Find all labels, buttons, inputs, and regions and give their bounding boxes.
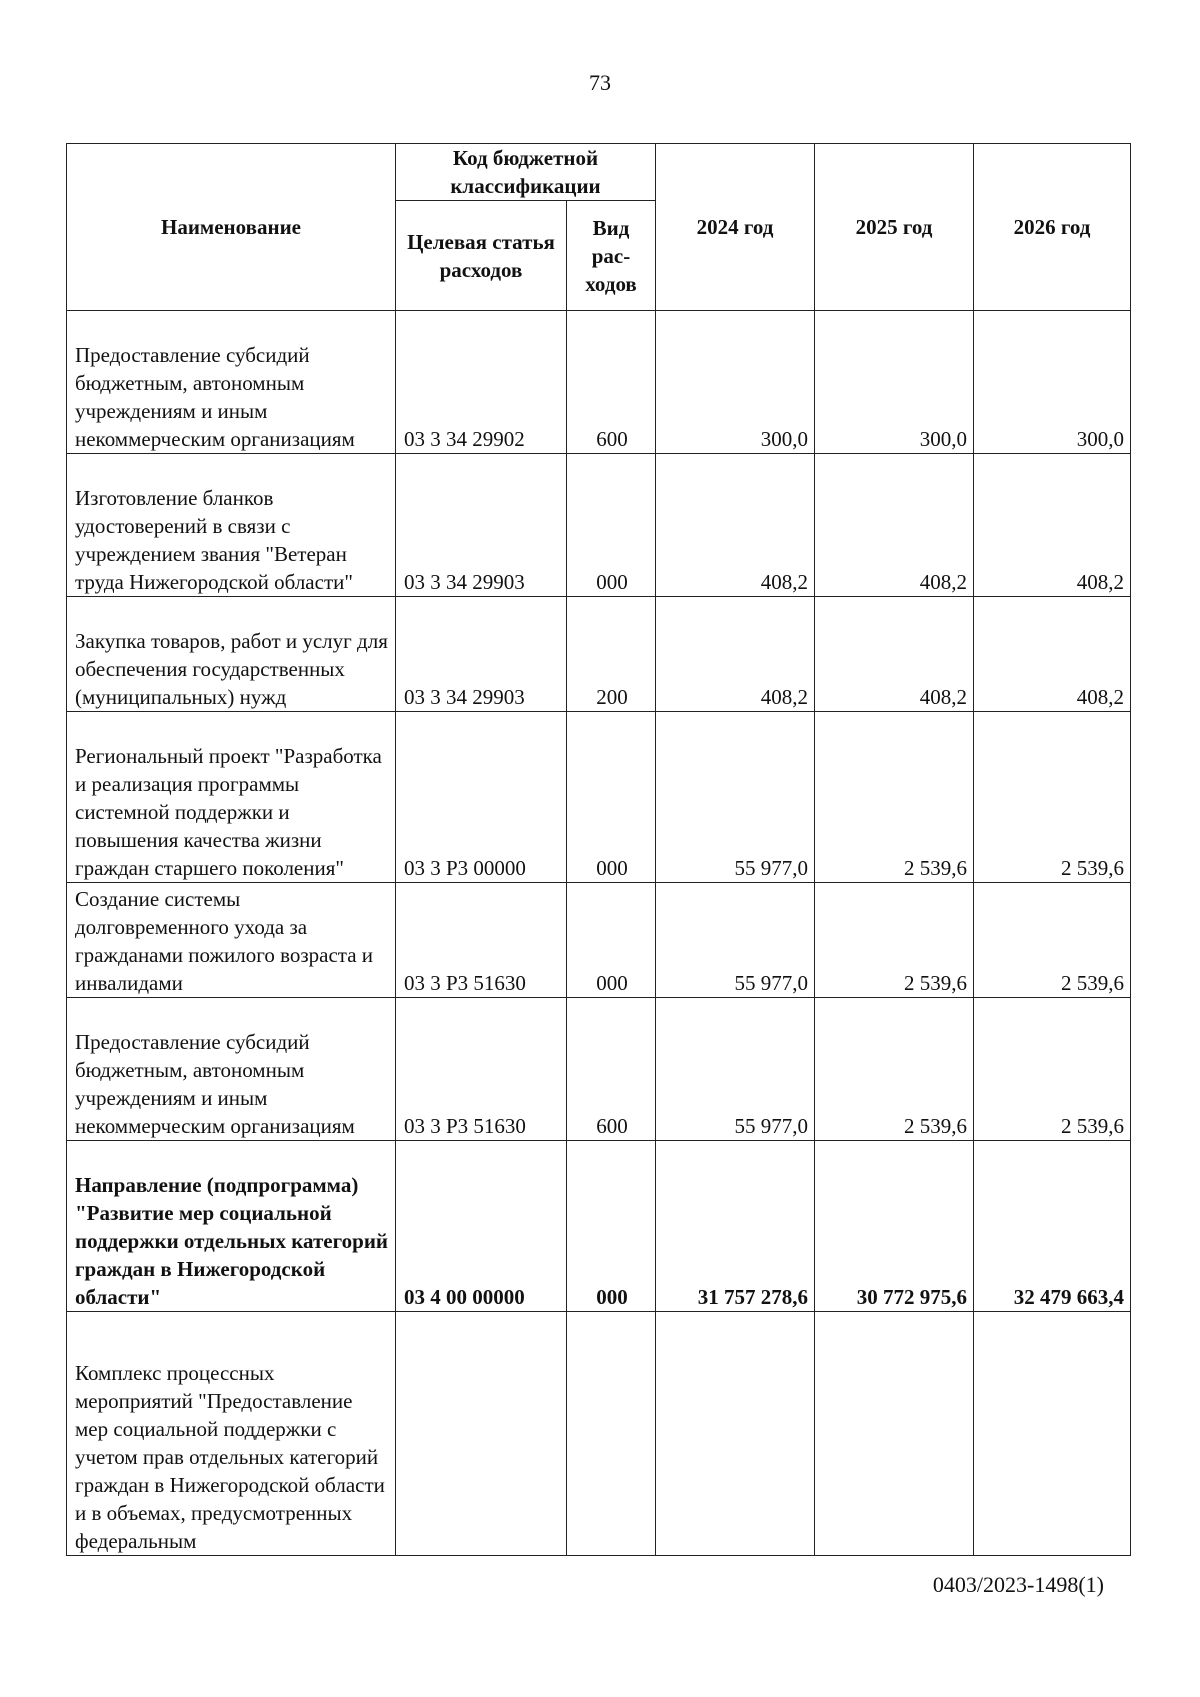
row-2025: 408,2 bbox=[815, 597, 974, 712]
row-2024: 31 757 278,6 bbox=[656, 1141, 815, 1312]
row-code: 03 3 34 29903 bbox=[396, 597, 567, 712]
header-year-2024: 2024 год bbox=[656, 144, 815, 311]
row-2025: 2 539,6 bbox=[815, 998, 974, 1141]
row-2025: 30 772 975,6 bbox=[815, 1141, 974, 1312]
row-kind: 000 bbox=[567, 1141, 656, 1312]
row-kind bbox=[567, 1312, 656, 1556]
page-number: 73 bbox=[589, 70, 611, 95]
row-2025: 2 539,6 bbox=[815, 883, 974, 998]
row-code: 03 3 P3 51630 bbox=[396, 883, 567, 998]
row-2026 bbox=[974, 1312, 1131, 1556]
header-budget-code: Код бюджетной классификации bbox=[396, 144, 656, 201]
row-name: Комплекс процессных мероприятий "Предоставление мер социальной поддержки с учетом прав отдельных категорий граждан в Нижегородской области и в объемах, предусмотренных федеральным bbox=[67, 1312, 396, 1556]
header-target-article: Целевая статья расходов bbox=[396, 201, 567, 311]
row-name: Направление (подпрограмма) "Развитие мер социальной поддержки отдельных категорий граждан в Нижегородской области" bbox=[67, 1141, 396, 1312]
row-2024: 300,0 bbox=[656, 311, 815, 454]
row-name: Предоставление субсидий бюджетным, автономным учреждениям и иным некоммерческим организациям bbox=[67, 998, 396, 1141]
row-2024: 408,2 bbox=[656, 597, 815, 712]
row-2026: 32 479 663,4 bbox=[974, 1141, 1131, 1312]
row-name: Предоставление субсидий бюджетным, автономным учреждениям и иным некоммерческим организациям bbox=[67, 311, 396, 454]
header-name: Наименование bbox=[67, 144, 396, 311]
row-2025: 408,2 bbox=[815, 454, 974, 597]
row-2025: 2 539,6 bbox=[815, 712, 974, 883]
row-2024: 408,2 bbox=[656, 454, 815, 597]
row-code bbox=[396, 1312, 567, 1556]
row-2024: 55 977,0 bbox=[656, 712, 815, 883]
row-2026: 300,0 bbox=[974, 311, 1131, 454]
row-2026: 408,2 bbox=[974, 597, 1131, 712]
budget-table bbox=[66, 143, 1131, 1556]
row-code: 03 3 P3 51630 bbox=[396, 998, 567, 1141]
row-2025 bbox=[815, 1312, 974, 1556]
row-kind: 000 bbox=[567, 883, 656, 998]
row-code: 03 3 34 29902 bbox=[396, 311, 567, 454]
document-code: 0403/2023-1498(1) bbox=[932, 1572, 1104, 1597]
table-header bbox=[67, 144, 1131, 311]
table-row bbox=[67, 998, 1131, 1141]
row-kind: 000 bbox=[567, 712, 656, 883]
row-kind: 200 bbox=[567, 597, 656, 712]
row-2024: 55 977,0 bbox=[656, 998, 815, 1141]
row-2024 bbox=[656, 1312, 815, 1556]
row-code: 03 4 00 00000 bbox=[396, 1141, 567, 1312]
row-2026: 2 539,6 bbox=[974, 998, 1131, 1141]
row-kind: 000 bbox=[567, 454, 656, 597]
row-kind: 600 bbox=[567, 998, 656, 1141]
table-row bbox=[67, 597, 1131, 712]
row-2024: 55 977,0 bbox=[656, 883, 815, 998]
table-row bbox=[67, 1141, 1131, 1312]
row-2026: 2 539,6 bbox=[974, 712, 1131, 883]
row-name: Закупка товаров, работ и услуг для обеспечения государственных (муниципальных) нужд bbox=[67, 597, 396, 712]
row-2026: 2 539,6 bbox=[974, 883, 1131, 998]
row-name: Создание системы долговременного ухода за гражданами пожилого возраста и инвалидами bbox=[67, 883, 396, 998]
row-code: 03 3 P3 00000 bbox=[396, 712, 567, 883]
header-year-2026: 2026 год bbox=[974, 144, 1131, 311]
header-year-2025: 2025 год bbox=[815, 144, 974, 311]
row-code: 03 3 34 29903 bbox=[396, 454, 567, 597]
header-expense-type: Вид рас-ходов bbox=[567, 201, 656, 311]
row-2025: 300,0 bbox=[815, 311, 974, 454]
table-row bbox=[67, 883, 1131, 998]
table-row bbox=[67, 311, 1131, 454]
table-row bbox=[67, 1312, 1131, 1556]
table-row bbox=[67, 712, 1131, 883]
row-name: Региональный проект "Разработка и реализация программы системной поддержки и повышения качества жизни граждан старшего поколения" bbox=[67, 712, 396, 883]
row-2026: 408,2 bbox=[974, 454, 1131, 597]
table-row bbox=[67, 454, 1131, 597]
row-kind: 600 bbox=[567, 311, 656, 454]
row-name: Изготовление бланков удостоверений в связи с учреждением звания "Ветеран труда Нижегородской области" bbox=[67, 454, 396, 597]
